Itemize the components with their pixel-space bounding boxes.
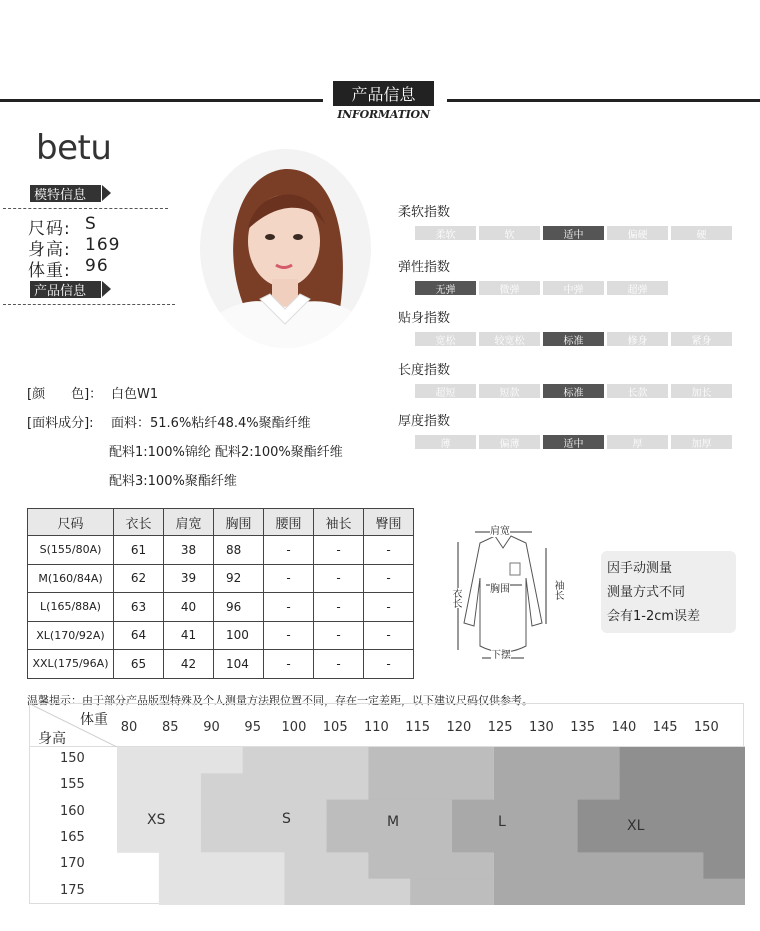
size-band-l	[494, 879, 745, 905]
product-info-tag	[30, 281, 101, 298]
table-cell: 62	[114, 564, 164, 593]
table-cell: 96	[214, 593, 264, 622]
table-cell: XXL(175/96A)	[28, 650, 114, 679]
index-option-selected: 标准	[543, 384, 604, 398]
model-height-label: 身高:	[28, 240, 71, 260]
tag-arrow-icon	[102, 281, 111, 297]
table-header-cell: 胸围	[214, 509, 264, 536]
weight-tick: 135	[570, 720, 596, 735]
index-option-selected: 适中	[543, 226, 604, 240]
size-band-s	[284, 879, 410, 905]
table-cell: L(165/88A)	[28, 593, 114, 622]
index-option-selected: 标准	[543, 332, 604, 346]
model-info-tag-label: 模特信息	[34, 188, 87, 203]
table-cell: -	[314, 621, 364, 650]
size-band-xl	[619, 747, 745, 774]
garment-measurement-diagram	[440, 518, 565, 668]
height-tick: 170	[60, 856, 85, 872]
model-size-value: S	[85, 214, 97, 234]
size-label: S	[282, 811, 291, 827]
size-band-l	[452, 826, 578, 853]
index-option: 厚	[607, 435, 668, 449]
index-option: 硬	[671, 226, 732, 240]
table-cell: -	[264, 621, 314, 650]
size-band-l	[494, 852, 703, 879]
table-cell: M(160/84A)	[28, 564, 114, 593]
product-info-tag-label: 产品信息	[34, 284, 87, 299]
size-band-s	[201, 773, 368, 800]
table-header-cell: 腰围	[264, 509, 314, 536]
index-option-selected: 适中	[543, 435, 604, 449]
index-label: 贴身指数	[398, 311, 451, 326]
size-band-xs	[159, 852, 285, 879]
diagram-label-length: 衣长	[450, 588, 461, 608]
table-cell: -	[364, 650, 414, 679]
index-option: 中弹	[543, 281, 604, 295]
weight-tick: 140	[611, 720, 637, 735]
table-cell: -	[364, 621, 414, 650]
weight-tick: 110	[364, 720, 389, 735]
size-band-m	[368, 852, 494, 879]
weight-tick: 130	[528, 720, 554, 735]
height-tick: 175	[60, 882, 85, 898]
fabric-label: [面料成分]:	[27, 416, 94, 431]
table-row	[28, 621, 414, 650]
index-option: 微弹	[479, 281, 540, 295]
index-option: 超短	[415, 384, 476, 398]
diagram-label-sleeve: 袖长	[552, 580, 563, 600]
table-cell: 63	[114, 593, 164, 622]
table-row	[28, 536, 414, 565]
table-cell: S(155/80A)	[28, 536, 114, 565]
table-cell: 40	[164, 593, 214, 622]
fabric-line-3: 配料3:100%聚酯纤维	[109, 474, 237, 489]
index-scale	[415, 435, 732, 449]
index-option: 长款	[607, 384, 668, 398]
size-band-l	[494, 747, 620, 774]
weight-tick: 90	[203, 720, 220, 735]
size-band-l	[494, 773, 620, 800]
table-cell: 100	[214, 621, 264, 650]
table-cell: 39	[164, 564, 214, 593]
height-tick: 150	[60, 751, 85, 766]
table-cell: 104	[214, 650, 264, 679]
color-value: 白色W1	[111, 387, 159, 402]
index-label: 弹性指数	[398, 260, 451, 275]
size-label: XS	[147, 812, 166, 828]
height-tick: 155	[60, 777, 85, 793]
size-band-s	[201, 826, 327, 853]
weight-tick: 145	[652, 720, 678, 735]
note-line-2: 测量方式不同	[607, 585, 686, 600]
table-cell: 41	[164, 621, 214, 650]
index-label: 长度指数	[398, 363, 451, 378]
size-label: M	[387, 814, 400, 830]
size-band-xs	[159, 879, 285, 905]
model-size-label: 尺码:	[28, 219, 71, 239]
weight-tick: 105	[322, 720, 348, 735]
size-band-s	[284, 852, 368, 879]
diagram-label-shoulder: 肩宽	[490, 522, 510, 537]
index-scale	[415, 384, 732, 398]
weight-tick: 80	[120, 720, 138, 735]
weight-axis-label: 体重	[80, 712, 108, 728]
index-option: 偏薄	[479, 435, 540, 449]
table-cell: 88	[214, 536, 264, 565]
index-option: 软	[479, 226, 540, 240]
table-cell: -	[264, 650, 314, 679]
table-row	[28, 650, 414, 679]
index-option: 超弹	[607, 281, 668, 295]
size-tip: 温馨提示：由于部分产品版型特殊及个人测量方法跟位置不同，存在一定差距，以下建议尺码仅供参考。	[27, 694, 533, 707]
weight-tick: 115	[405, 720, 431, 735]
size-band-xl	[578, 826, 745, 853]
section-subtitle: INFORMATION	[337, 108, 430, 121]
weight-tick: 125	[487, 720, 513, 735]
index-option: 柔软	[415, 226, 476, 240]
table-cell: 92	[214, 564, 264, 593]
table-cell: -	[314, 650, 364, 679]
size-band-xs	[117, 773, 201, 800]
size-band-m	[410, 879, 494, 905]
weight-tick: 100	[281, 720, 307, 735]
table-cell: -	[314, 564, 364, 593]
size-band-m	[368, 773, 494, 800]
model-height-value: 169	[85, 235, 121, 255]
size-band-l	[452, 800, 578, 827]
size-label: XL	[627, 818, 645, 834]
index-option: 薄	[415, 435, 476, 449]
fabric-line-2: 配料1:100%锦纶 配料2:100%聚酯纤维	[109, 445, 343, 460]
table-cell: 64	[114, 621, 164, 650]
header-rule-right	[447, 99, 760, 102]
height-tick: 160	[60, 803, 85, 819]
size-band-s	[243, 747, 369, 774]
divider	[3, 208, 168, 209]
index-option: 修身	[607, 332, 668, 346]
size-recommendation-chart	[29, 703, 744, 904]
table-header-cell: 衣长	[114, 509, 164, 536]
size-table	[27, 508, 414, 679]
fabric-line-1: 面料：51.6%粘纤48.4%聚酯纤维	[111, 416, 311, 431]
index-scale	[415, 281, 668, 295]
height-tick: 165	[60, 829, 85, 845]
weight-tick: 120	[446, 720, 472, 735]
table-cell: -	[364, 564, 414, 593]
brand-logo: betu	[36, 128, 112, 168]
table-cell: -	[314, 593, 364, 622]
diagram-label-hem: 下摆	[491, 646, 511, 661]
table-cell: 38	[164, 536, 214, 565]
table-cell: XL(170/92A)	[28, 621, 114, 650]
table-header-cell: 臀围	[364, 509, 414, 536]
table-cell: -	[264, 536, 314, 565]
index-option: 宽松	[415, 332, 476, 346]
table-cell: -	[364, 593, 414, 622]
table-cell: -	[314, 536, 364, 565]
section-title: 产品信息	[333, 81, 434, 106]
weight-tick: 95	[244, 720, 261, 735]
table-cell: 61	[114, 536, 164, 565]
size-band-xl	[703, 852, 745, 879]
index-option: 紧身	[671, 332, 732, 346]
table-header-cell: 肩宽	[164, 509, 214, 536]
header-rule-left	[0, 99, 323, 102]
model-weight-value: 96	[85, 256, 109, 276]
index-option: 偏硬	[607, 226, 668, 240]
size-band-m	[368, 747, 494, 774]
table-cell: -	[364, 536, 414, 565]
measurement-note	[601, 551, 736, 633]
model-weight-label: 体重:	[28, 261, 71, 281]
table-cell: 42	[164, 650, 214, 679]
size-band-xs	[117, 826, 201, 853]
index-scale	[415, 226, 732, 240]
size-band-xs	[117, 747, 243, 774]
weight-tick: 85	[161, 720, 179, 735]
index-label: 厚度指数	[398, 414, 451, 429]
index-option: 较宽松	[479, 332, 540, 346]
size-label: L	[498, 814, 506, 830]
table-cell: -	[264, 564, 314, 593]
table-row	[28, 593, 414, 622]
index-option-selected: 无弹	[415, 281, 476, 295]
table-header-cell: 袖长	[314, 509, 364, 536]
weight-tick: 150	[693, 720, 719, 735]
size-band-s	[201, 800, 327, 827]
note-line-1: 因手动测量	[607, 561, 673, 576]
table-header-row	[28, 509, 414, 536]
height-axis-label: 身高	[38, 731, 66, 747]
diagram-label-chest: 胸围	[490, 580, 510, 595]
divider	[3, 304, 175, 305]
size-band-xl	[619, 773, 745, 800]
size-band-m	[326, 826, 452, 853]
table-cell: 65	[114, 650, 164, 679]
size-band-xl	[578, 800, 745, 827]
index-label: 柔软指数	[398, 205, 451, 220]
tag-arrow-icon	[102, 185, 111, 201]
model-info-tag	[30, 185, 101, 202]
index-scale	[415, 332, 732, 346]
table-cell: -	[264, 593, 314, 622]
weight-header	[30, 704, 745, 747]
index-option: 短款	[479, 384, 540, 398]
index-option: 加厚	[671, 435, 732, 449]
color-label: [颜 色]：	[27, 387, 103, 402]
note-line-3: 会有1-2cm误差	[607, 609, 701, 624]
table-header-cell: 尺码	[28, 509, 114, 536]
model-weight	[28, 256, 109, 281]
table-row	[28, 564, 414, 593]
model-photo	[200, 149, 371, 348]
index-option: 加长	[671, 384, 732, 398]
